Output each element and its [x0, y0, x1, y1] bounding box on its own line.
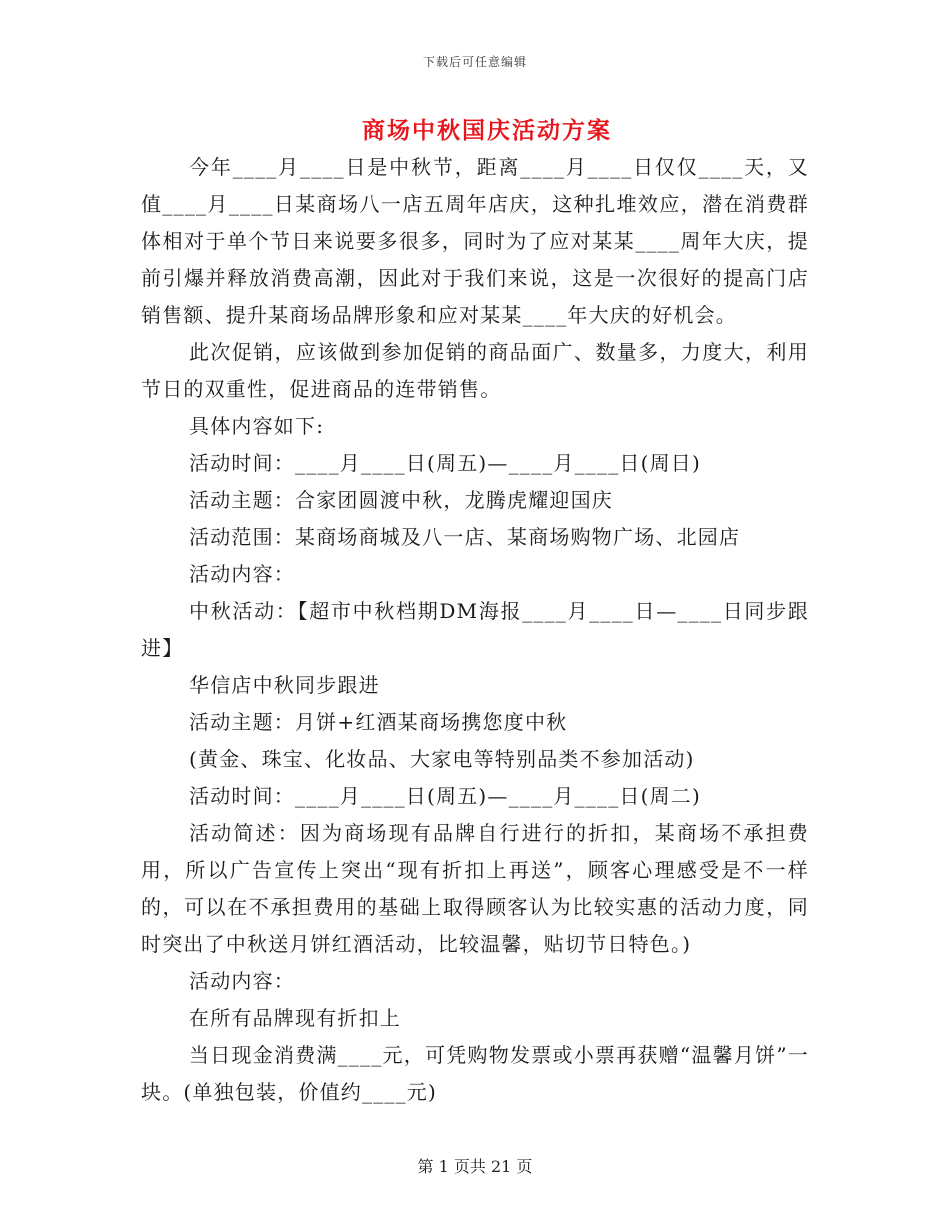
paragraph-discount-note: 在所有品牌现有折扣上 [189, 1006, 401, 1030]
paragraph-huaxin-theme: 活动主题：月饼+红酒某商场携您度中秋 [189, 710, 568, 734]
paragraph-gift-offer: 当日现金消费满____元，可凭购物发票或小票再获赠“温馨月饼”一块。(单独包装，价值约____元) [141, 1043, 809, 1104]
header-note: 下载后可任意编辑 [422, 55, 527, 69]
paragraph-excluded-categories: (黄金、珠宝、化妆品、大家电等特别品类不参加活动) [189, 747, 695, 771]
page-number: 第 1 页共 21 页 [417, 1157, 533, 1176]
document-body [141, 149, 809, 1111]
paragraph-activity-time: 活动时间：____月____日(周五)—____月____日(周日) [189, 451, 702, 475]
document-title: 商场中秋国庆活动方案 [362, 117, 612, 144]
paragraph-promotion: 此次促销，应该做到参加促销的商品面广、数量多，力度大，利用节日的双重性，促进商品的连带销售。 [141, 340, 809, 401]
paragraph-huaxin-time: 活动时间：____月____日(周五)—____月____日(周二) [189, 784, 702, 808]
paragraph-huaxin-store: 华信店中秋同步跟进 [189, 673, 380, 697]
paragraph-activity-summary: 活动简述：因为商场现有品牌自行进行的折扣，某商场不承担费用，所以广告宣传上突出“现有折扣上再送”，顾客心理感受是不一样的，可以在不承担费用的基础上取得顾客认为比较实惠的活动力度，同时突出了中秋送月饼红酒活动，比较温馨，贴切节日特色。) [141, 821, 809, 956]
paragraph-intro: 今年____月____日是中秋节，距离____月____日仅仅____天，又值____月____日某商场八一店五周年店庆，这种扎堆效应，潜在消费群体相对于单个节日来说要多很多，同时为了应对某某____周年大庆，提前引爆并释放消费高潮，因此对于我们来说，这是一次很好的提高门店销售额、提升某商场品牌形象和应对某某____年大庆的好机会。 [141, 155, 809, 327]
paragraph-activity-content-2: 活动内容： [189, 969, 295, 993]
paragraph-activity-scope: 活动范围：某商场商城及八一店、某商场购物广场、北园店 [189, 525, 741, 549]
paragraph-details-heading: 具体内容如下: [189, 414, 325, 438]
paragraph-activity-content: 活动内容： [189, 562, 295, 586]
paragraph-midautumn-activity: 中秋活动：【超市中秋档期DM海报____月____日—____日同步跟进】 [141, 599, 809, 660]
paragraph-activity-theme: 活动主题：合家团圆渡中秋，龙腾虎耀迎国庆 [189, 488, 613, 512]
